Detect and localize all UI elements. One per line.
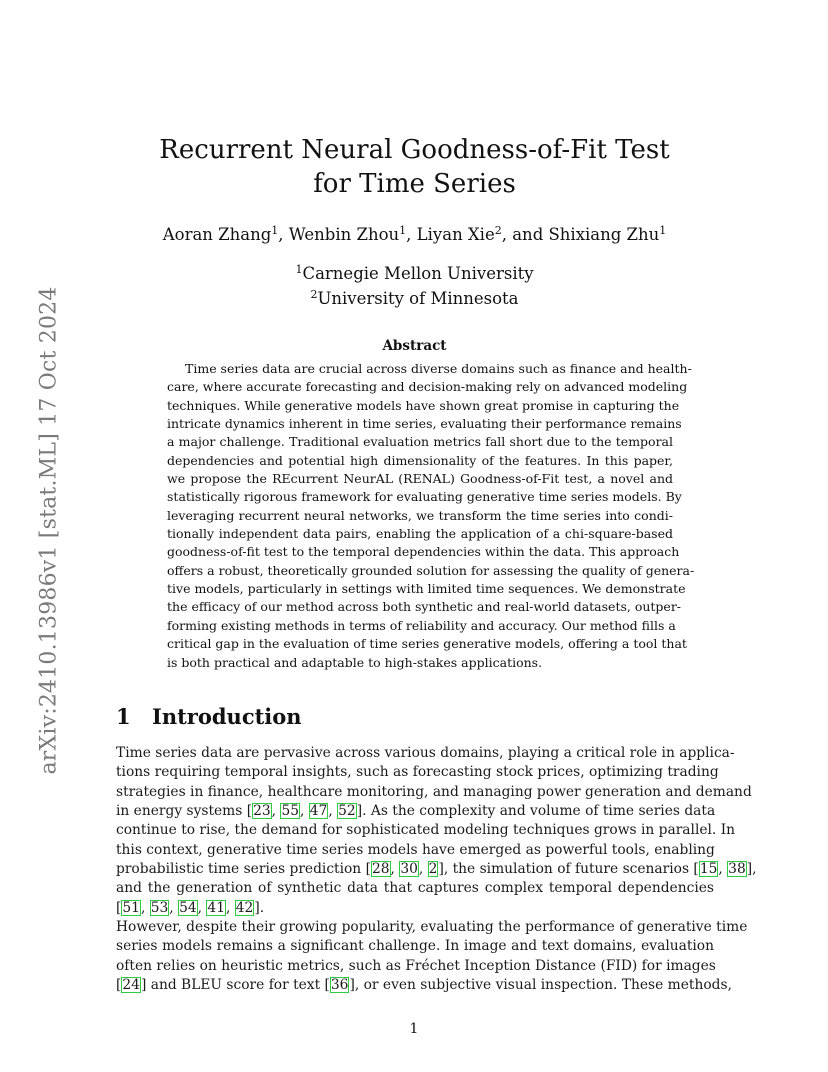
arxiv-identifier-stamp	[28, 285, 70, 775]
citation-link[interactable]: 23	[253, 803, 271, 820]
citation-link[interactable]: 28	[371, 861, 390, 878]
body-line: strategies in finance, healthcare monitoring, and managing power generation and demand	[116, 783, 752, 800]
citation-link[interactable]: 30	[400, 861, 418, 878]
body-line: often relies on heuristic metrics, such as Fréchet Inception Distance (FID) for images	[116, 957, 716, 974]
citation-link[interactable]: 55	[281, 803, 300, 820]
citation-link[interactable]: 54	[179, 899, 197, 916]
abstract-line: a major challenge. Traditional evaluation metrics fall short due to the temporal	[167, 434, 673, 450]
author-list: Aoran Zhang$^1$, Wenbin Zhou$^1$, Liyan Xie$^2$, and Shixiang Zhu$^1$	[162, 224, 667, 244]
citation-link[interactable]: 36	[330, 977, 349, 994]
abstract-line: leveraging recurrent neural networks, we transform the time series into condi-	[167, 507, 673, 523]
author-affiliation-mark: 2	[494, 224, 502, 237]
body-line: series models remains a significant challenge. In image and text domains, evaluation	[116, 938, 714, 955]
body-line: probabilistic time series prediction [28, 30, 2], the simulation of future scenarios [15, 38],	[116, 861, 757, 878]
abstract-line: intricate dynamics inherent in time series, evaluating their performance remains	[167, 416, 682, 432]
abstract-line: is both practical and adaptable to high-stakes applications.	[167, 654, 543, 670]
abstract-line: the efficacy of our method across both synthetic and real-world datasets, outper-	[167, 599, 682, 615]
paper-title-line-1: Recurrent Neural Goodness-of-Fit Test	[159, 135, 670, 165]
abstract-heading: Abstract	[382, 338, 447, 354]
author: Liyan Xie$^2$	[416, 224, 502, 244]
abstract-line: care, where accurate forecasting and decision-making rely on advanced modeling	[167, 379, 688, 395]
abstract-line: forming existing methods in terms of reliability and accuracy. Our method fills a	[167, 617, 676, 633]
body-line: However, despite their growing popularity, evaluating the performance of generative time	[116, 919, 748, 936]
section-heading-introduction	[116, 704, 302, 729]
affiliation: $^2$University of Minnesota	[310, 288, 519, 308]
citation-link[interactable]: 47	[309, 803, 328, 820]
citation-link[interactable]: 38	[728, 861, 746, 878]
body-line: in energy systems [23, 55, 47, 52]. As the complexity and volume of time series data	[116, 803, 716, 820]
body-line: [51, 53, 54, 41, 42].	[116, 899, 265, 916]
paper-title	[116, 133, 713, 201]
citation-link[interactable]: 52	[338, 803, 356, 820]
abstract-line: critical gap in the evaluation of time series generative models, offering a tool that	[167, 636, 687, 652]
abstract-line: offers a robust, theoretically grounded solution for assessing the quality of genera-	[167, 562, 695, 578]
abstract-line: statistically rigorous framework for evaluating generative time series models. By	[167, 489, 682, 505]
citation-link[interactable]: 53	[150, 899, 169, 916]
citation-link[interactable]: 2	[428, 861, 438, 878]
abstract-line: techniques. While generative models have shown great promise in capturing the	[167, 397, 680, 413]
arxiv-stamp-text: arXiv:2410.13986v1 [stat.ML] 17 Oct 2024	[36, 285, 62, 775]
abstract-line: goodness-of-fit test to the temporal dependencies within the data. This approach	[167, 544, 680, 560]
author-affiliation-mark: 1	[399, 224, 407, 237]
citation-link[interactable]: 41	[207, 899, 225, 916]
abstract-line: Time series data are crucial across diverse domains such as finance and health-	[185, 361, 692, 376]
affiliation: $^1$Carnegie Mellon University	[295, 263, 534, 283]
section-number: 1	[116, 704, 131, 729]
body-line: Time series data are pervasive across various domains, playing a critical role in applica-	[116, 745, 735, 761]
page-number: 1	[409, 1021, 419, 1037]
author: Wenbin Zhou$^1$	[288, 224, 407, 244]
citation-link[interactable]: 42	[235, 899, 254, 916]
body-line: continue to rise, the demand for sophisticated modeling techniques grows in parallel. In	[116, 822, 736, 839]
body-line: and the generation of synthetic data that captures complex temporal dependencies	[116, 880, 714, 897]
body-line: tions requiring temporal insights, such as forecasting stock prices, optimizing trading	[116, 764, 719, 781]
affiliation-list	[116, 261, 713, 311]
citation-link[interactable]: 24	[122, 977, 140, 994]
abstract-line: tionally independent data pairs, enabling the application of a chi-square-based	[167, 526, 673, 542]
abstract-body	[167, 360, 695, 672]
body-line: this context, generative time series models have emerged as powerful tools, enabling	[116, 841, 715, 858]
author-affiliation-mark: 1	[271, 224, 279, 237]
citation-link[interactable]: 51	[122, 899, 140, 916]
body-line: [24] and BLEU score for text [36], or even subjective visual inspection. These methods,	[116, 977, 732, 994]
abstract-line: we propose the REcurrent NeurAL (RENAL) Goodness-of-Fit test, a novel and	[167, 471, 673, 487]
author: Shixiang Zhu$^1$	[548, 224, 667, 244]
author-affiliation-mark: 1	[659, 224, 667, 237]
abstract-line: dependencies and potential high dimensionality of the features. In this paper,	[167, 452, 673, 468]
introduction-body	[116, 744, 757, 995]
abstract-line: tive models, particularly in settings with limited time sequences. We demonstrate	[167, 581, 686, 597]
section-title: Introduction	[152, 704, 302, 729]
author: Aoran Zhang$^1$	[162, 224, 279, 244]
citation-link[interactable]: 15	[699, 861, 718, 878]
paper-title-line-2: for Time Series	[313, 169, 516, 199]
